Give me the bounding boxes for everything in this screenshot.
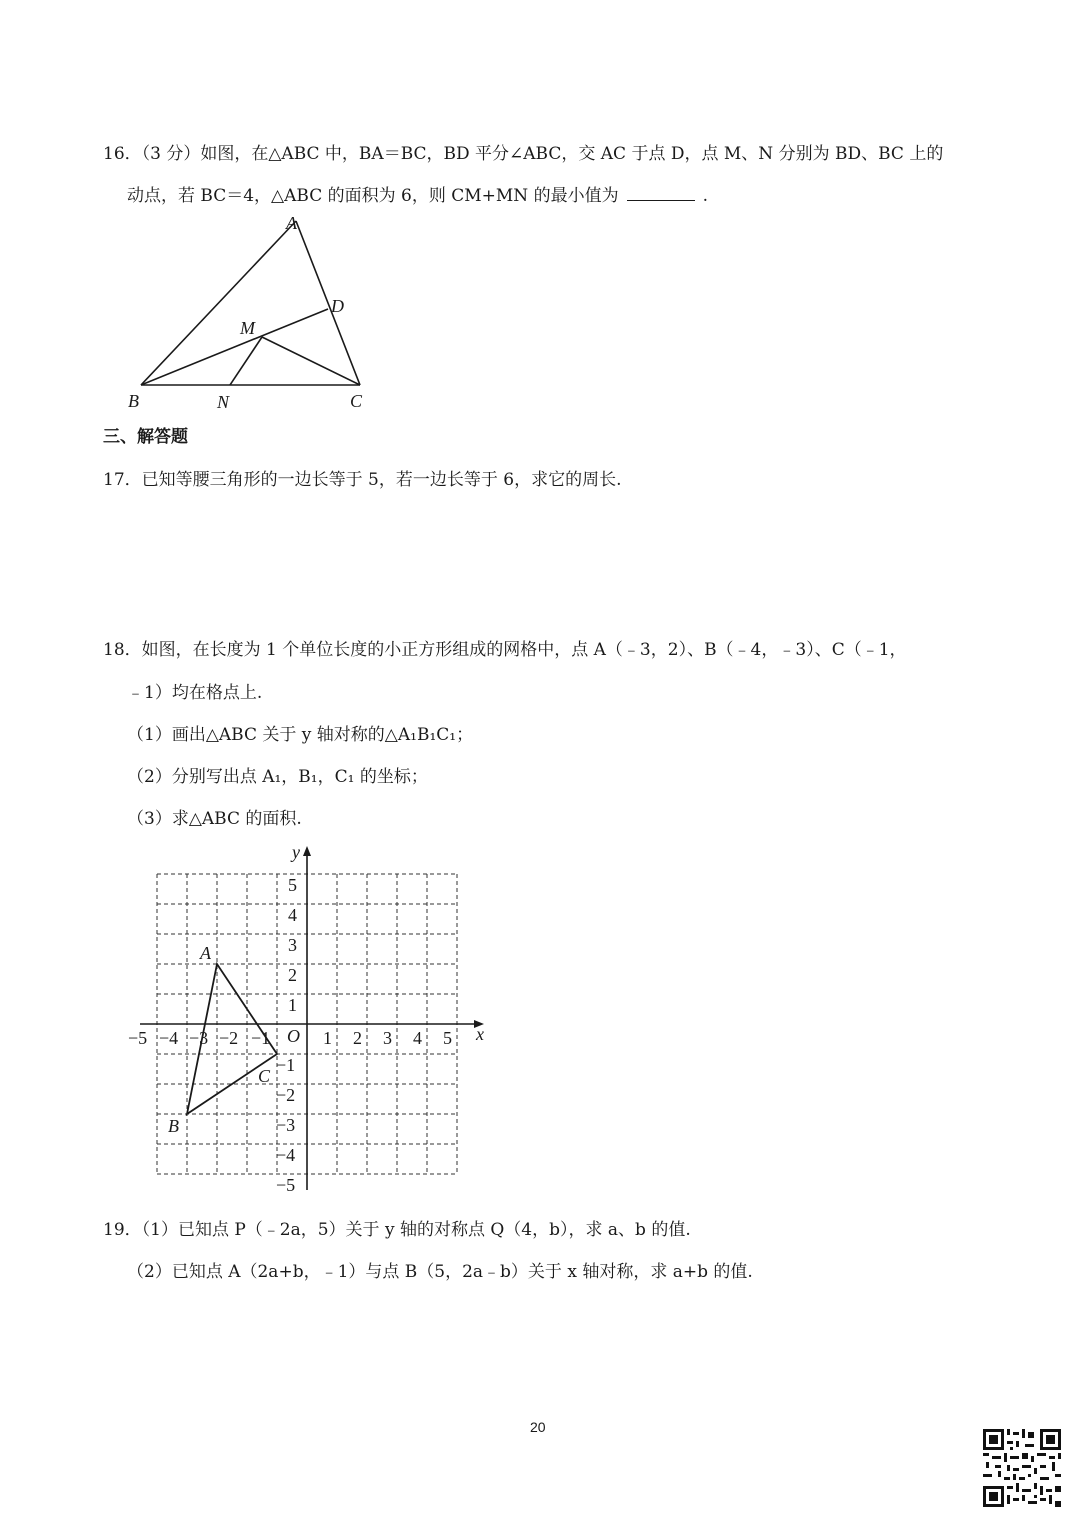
y-tick: −3 bbox=[276, 1115, 296, 1135]
coordinate-grid-figure bbox=[120, 840, 500, 1200]
y-tick: 3 bbox=[288, 935, 297, 955]
x-tick: 5 bbox=[443, 1028, 452, 1048]
label-B: B bbox=[128, 391, 139, 411]
segment-BD bbox=[141, 309, 328, 385]
y-tick: 1 bbox=[288, 995, 297, 1015]
q18-line1: 18．如图，在长度为 1 个单位长度的小正方形组成的网格中，点 A（﹣3，2）、B（﹣4，﹣3）、C（﹣1， bbox=[103, 640, 907, 660]
q18-sub3: （3）求△ABC 的面积. bbox=[127, 809, 302, 829]
q19-sub2: （2）已知点 A（2a+b，﹣1）与点 B（5，2a﹣b）关于 x 轴对称，求 a+b 的值. bbox=[127, 1262, 753, 1282]
q16-line2-text: 动点，若 BC＝4，△ABC 的面积为 6，则 CM+MN 的最小值为 bbox=[127, 186, 619, 206]
label-D: D bbox=[331, 296, 344, 316]
q16-line2-end: . bbox=[702, 186, 708, 206]
y-tick: −2 bbox=[276, 1085, 296, 1105]
y-tick: −5 bbox=[276, 1175, 296, 1195]
segment-MC bbox=[262, 337, 360, 385]
x-tick: −5 bbox=[128, 1028, 148, 1048]
label-C: C bbox=[350, 391, 363, 411]
q19-sub1: 19．（1）已知点 P（﹣2a，5）关于 y 轴的对称点 Q（4，b），求 a、b 的值. bbox=[103, 1220, 691, 1240]
page-number: 20 bbox=[530, 1419, 546, 1435]
triangle-figure-16 bbox=[120, 208, 380, 418]
q17-text: 17．已知等腰三角形的一边长等于 5，若一边长等于 6，求它的周长. bbox=[103, 470, 622, 490]
x-tick: −4 bbox=[159, 1028, 179, 1048]
y-axis-arrow bbox=[303, 846, 311, 856]
q18-line2: ﹣1）均在格点上. bbox=[127, 683, 263, 703]
segment-AC bbox=[296, 221, 360, 385]
q16-line1: 16．（3 分）如图，在△ABC 中，BA＝BC，BD 平分∠ABC，交 AC 于点 D，点 M、N 分别为 BD、BC 上的 bbox=[103, 144, 944, 164]
label-M: M bbox=[240, 318, 255, 338]
x-tick: −1 bbox=[251, 1028, 271, 1048]
q18-sub2: （2）分别写出点 A₁，B₁，C₁ 的坐标； bbox=[127, 767, 428, 787]
y-tick: −1 bbox=[276, 1055, 296, 1075]
segment-AB bbox=[141, 221, 296, 385]
y-tick: 5 bbox=[288, 875, 297, 895]
x-tick: 2 bbox=[353, 1028, 362, 1048]
x-tick: 4 bbox=[413, 1028, 422, 1048]
qr-code-icon bbox=[983, 1429, 1061, 1507]
x-axis-label: x bbox=[476, 1024, 484, 1044]
x-tick: −2 bbox=[219, 1028, 239, 1048]
segment-MN bbox=[230, 337, 262, 385]
origin-label: O bbox=[287, 1026, 300, 1046]
section-heading: 三、解答题 bbox=[103, 427, 188, 447]
label-A: A bbox=[286, 213, 297, 233]
x-tick: 1 bbox=[323, 1028, 332, 1048]
y-axis-label: y bbox=[292, 842, 300, 862]
x-tick: −3 bbox=[189, 1028, 209, 1048]
y-tick: −4 bbox=[276, 1145, 296, 1165]
point-C-label: C bbox=[258, 1066, 271, 1086]
point-B-label: B bbox=[168, 1116, 179, 1136]
q18-sub1: （1）画出△ABC 关于 y 轴对称的△A₁B₁C₁； bbox=[127, 725, 474, 745]
answer-blank bbox=[627, 186, 695, 201]
label-N: N bbox=[217, 392, 230, 412]
point-A-label: A bbox=[200, 943, 211, 963]
y-tick: 4 bbox=[288, 905, 297, 925]
x-tick: 3 bbox=[383, 1028, 392, 1048]
y-tick: 2 bbox=[288, 965, 297, 985]
q16-line2 bbox=[127, 181, 708, 206]
